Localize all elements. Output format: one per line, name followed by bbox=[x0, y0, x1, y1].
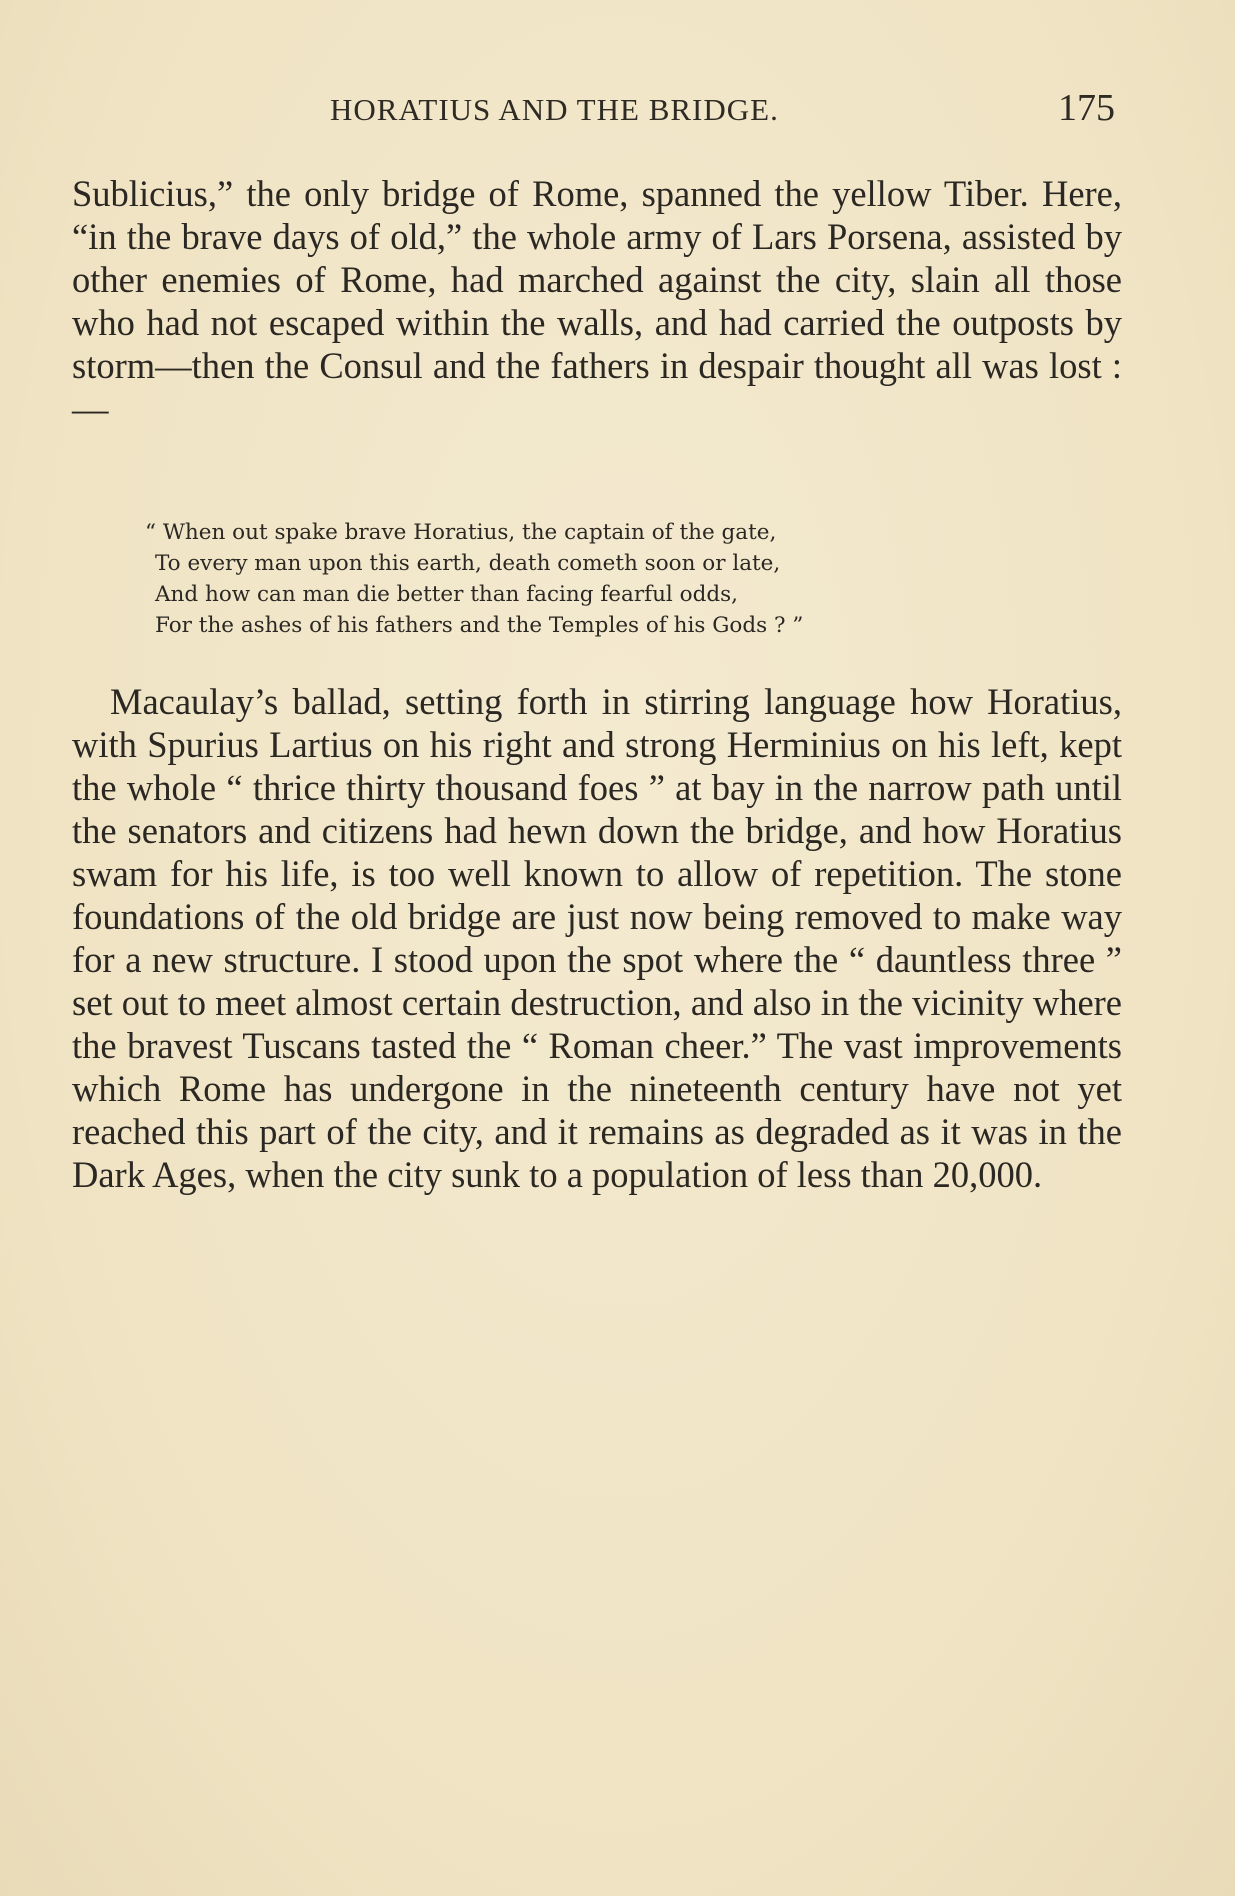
running-title: HORATIUS AND THE BRIDGE. bbox=[330, 92, 779, 127]
verse-line: “ When out spake brave Horatius, the captain of the gate, bbox=[145, 520, 777, 545]
verse-quotation bbox=[145, 517, 1055, 641]
paragraph-continuation: Sublicius,” the only bridge of Rome, spanned the yellow Tiber. Here, “in the brave days of old,” the whole army of Lars Porsena, assisted by other enemies of Rome, had marched against the city, slain all those who had not escaped within the walls, and had carried the outposts by storm—then the Consul and the fathers in despair thought all was lost :— bbox=[72, 173, 1122, 429]
verse-line: To every man upon this earth, death cometh soon or late, bbox=[155, 551, 781, 576]
page-number: 175 bbox=[1058, 87, 1115, 129]
verse-line: And how can man die better than facing fearful odds, bbox=[155, 582, 738, 607]
paragraph-macaulay: Macaulay’s ballad, setting forth in stirring language how Horatius, with Spurius Lartius on his right and strong Herminius on his left, kept the whole “ thrice thirty thousand foes ” at bay in the narrow path until the senators and citizens had hewn down the bridge, and how Horatius swam for his life, is too well known to allow of repetition. The stone foundations of the old bridge are just now being removed to make way for a new structure. I stood upon the spot where the “ dauntless three ” set out to meet almost certain destruction, and also in the vicinity where the bravest Tuscans tasted the “ Roman cheer.” The vast improvements which Rome has undergone in the nineteenth century have not yet reached this part of the city, and it remains as degraded as it was in the Dark Ages, when the city sunk to a population of less than 20,000. bbox=[72, 681, 1122, 1195]
verse-line: For the ashes of his fathers and the Temples of his Gods ? ” bbox=[155, 613, 804, 638]
